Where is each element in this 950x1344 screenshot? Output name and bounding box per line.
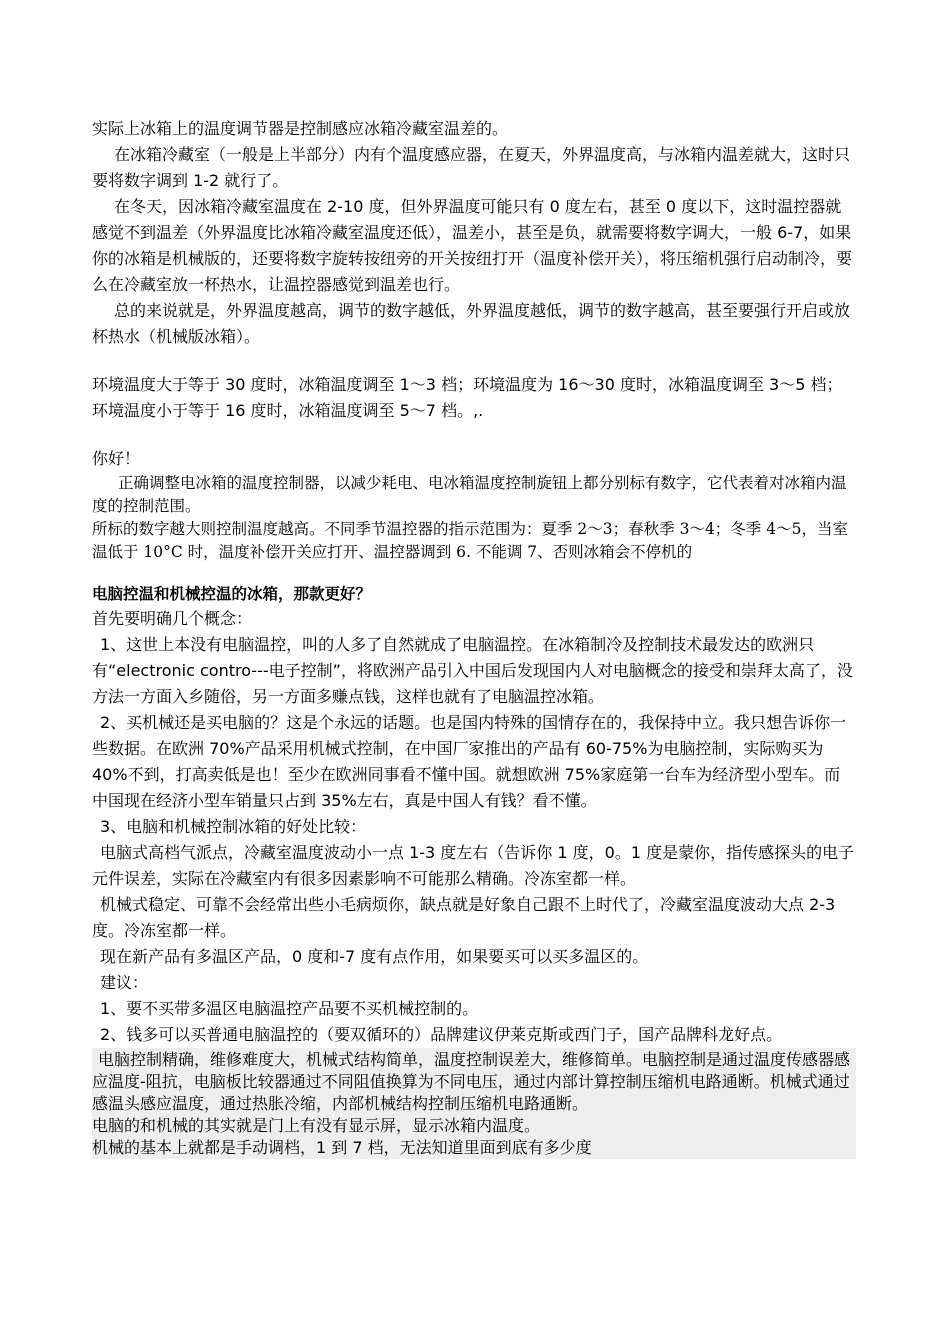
highlighted-paragraph (92, 1137, 856, 1159)
section-spacer (92, 424, 856, 446)
advice-label: 建议： (100, 973, 149, 992)
list-item: 2、买机械还是买电脑的？这是个永远的话题。也是国内特殊的国情存在的，我保持中立。我只想告诉你一些数据。在欧洲 70%产品采用机械式控制，在中国厂家推出的产品有 60-75%为电脑控制，实际购买为 40%不到，打高卖低是也！至少在欧洲同事看不懂中国。就想欧洲 75%家庭第一台车为经济型小型车。而中国现在经济小型车销量只占到 35%左右，真是中国人有钱？看不懂。 (92, 713, 847, 810)
section-spacer (92, 564, 856, 582)
greeting-line: 你好！ (92, 449, 141, 468)
paragraph: 电脑式高档气派点，冷藏室温度波动小一点 1-3 度左右（告诉你 1 度，0。1 度是蒙你，指传感探头的电子元件误差，实际在冷藏室内有很多因素影响不可能那么精确。冷冻室都一样。 (92, 843, 855, 888)
section-greeting-advice (92, 446, 856, 564)
paragraph-text: 电脑的和机械的其实就是门上有没有显示屏，显示冰箱内温度。 (92, 1116, 541, 1135)
paragraph: 在冬天，因冰箱冷藏室温度在 2-10 度，但外界温度可能只有 0 度左右，甚至 0 度以下，这时温控器就感觉不到温差（外界温度比冰箱冷藏室温度还低），温差小，甚至是负，就需要将数字调大，一般 6-7，如果你的冰箱是机械版的，还要将数字旋转按纽旁的开关按纽打开（温度补偿开关），将压缩机强行启动制冷，要么在冷藏室放一杯热水，让温控器感觉到温差也行。 (92, 197, 853, 294)
list-item: 1、这世上本没有电脑温控，叫的人多了自然就成了电脑温控。在冰箱制冷及控制技术最发达的欧洲只有“electronic contro---电子控制”，将欧洲产品引入中国后发现国内人对电脑概念的接受和崇拜太高了，没方法一方面入乡随俗，另一方面多赚点钱，这样也就有了电脑温控冰箱。 (92, 635, 853, 706)
section-ambient-settings (92, 372, 856, 424)
highlighted-paragraph (92, 1048, 856, 1115)
paragraph: 现在新产品有多温区产品，0 度和-7 度有点作用，如果要买可以买多温区的。 (100, 947, 649, 966)
paragraph: 总的来说就是，外界温度越高，调节的数字越低，外界温度越低，调节的数字越高，甚至要强行开启或放杯热水（机械版冰箱）。 (92, 301, 851, 346)
list-item: 1、要不买带多温区电脑温控产品要不买机械控制的。 (100, 999, 479, 1018)
paragraph: 温低于 10°C 时，温度补偿开关应打开、温控器调到 6. 不能调 7、否则冰箱会不停机的 (92, 543, 693, 561)
document-page (92, 116, 856, 1159)
paragraph: 实际上冰箱上的温度调节器是控制感应冰箱冷藏室温差的。 (92, 119, 509, 138)
section-spacer (92, 350, 856, 372)
paragraph: 首先要明确几个概念： (92, 609, 253, 628)
section-computer-vs-mechanical (92, 582, 856, 1159)
paragraph-text: 电脑控制精确，维修难度大，机械式结构简单，温度控制误差大，维修简单。电脑控制是通过温度传感器感应温度-阻抗，电脑板比较器通过不同阻值换算为不同电压，通过内部计算控制压缩机电路通断。机械式通过感温头感应温度，通过热胀冷缩，内部机械结构控制压缩机电路通断。 (92, 1050, 851, 1113)
paragraph: 环境温度大于等于 30 度时，冰箱温度调至 1～3 档；环境温度为 16～30 度时，冰箱温度调至 3～5 档；环境温度小于等于 16 度时，冰箱温度调至 5～7 档。,. (92, 375, 843, 420)
paragraph-text: 机械的基本上就都是手动调档，1 到 7 档，无法知道里面到底有多少度 (92, 1138, 592, 1157)
paragraph: 正确调整电冰箱的温度控制器，以减少耗电、电冰箱温度控制旋钮上都分别标有数字，它代表着对冰箱内温度的控制范围。 (92, 474, 847, 515)
section-title: 电脑控温和机械控温的冰箱，那款更好？ (92, 585, 372, 603)
paragraph: 所标的数字越大则控制温度越高。不同季节温控器的指示范围为：夏季 2～3；春秋季 3～4；冬季 4～5，当室 (92, 520, 848, 538)
list-item: 2、钱多可以买普通电脑温控的（要双循环的）品牌建议伊莱克斯或西门子，国产品牌科龙好点。 (100, 1025, 783, 1044)
section-temperature-regulator (92, 116, 856, 350)
paragraph: 在冰箱冷藏室（一般是上半部分）内有个温度感应器，在夏天，外界温度高，与冰箱内温差就大，这时只要将数字调到 1-2 就行了。 (92, 145, 851, 190)
list-item: 3、电脑和机械控制冰箱的好处比较： (100, 817, 367, 836)
highlighted-paragraph (92, 1115, 856, 1137)
paragraph: 机械式稳定、可靠不会经常出些小毛病烦你，缺点就是好象自己跟不上时代了，冷藏室温度波动大点 2-3 度。冷冻室都一样。 (92, 895, 836, 940)
